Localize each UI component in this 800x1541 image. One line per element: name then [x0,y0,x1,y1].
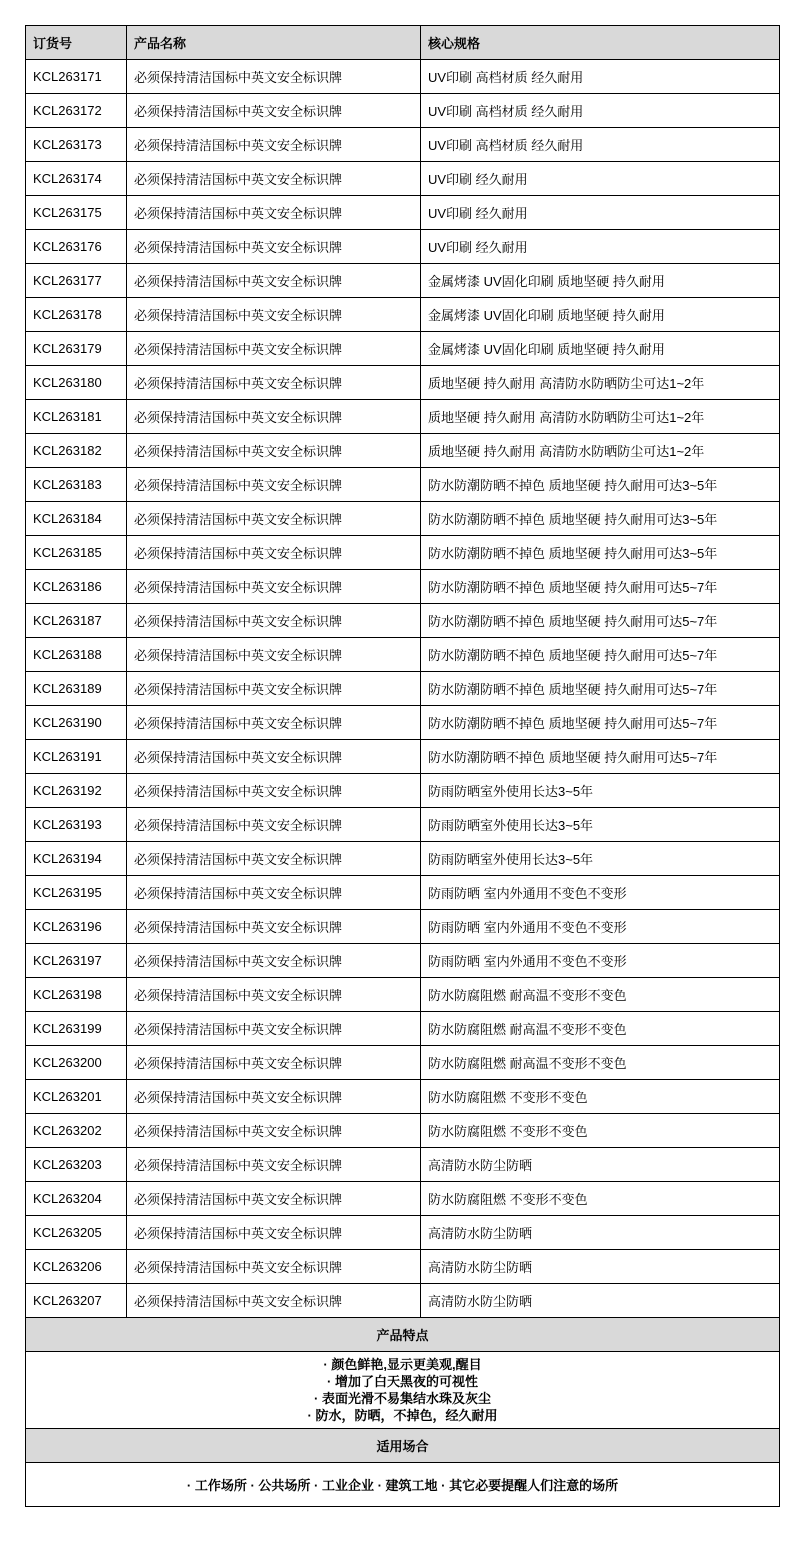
product-name-cell: 必须保持清洁国标中英文安全标识牌 [127,978,421,1012]
table-row [26,162,780,196]
core-spec-cell: 防水防潮防晒不掉色 质地坚硬 持久耐用可达5~7年 [421,638,780,672]
order-id-cell: KCL263177 [26,264,127,298]
col-header-product-name: 产品名称 [127,26,421,60]
table-header [26,26,780,60]
table-row [26,536,780,570]
order-id-cell: KCL263182 [26,434,127,468]
table-row [26,400,780,434]
core-spec-cell: UV印刷 经久耐用 [421,230,780,264]
core-spec-cell: UV印刷 高档材质 经久耐用 [421,94,780,128]
core-spec-cell: 防水防潮防晒不掉色 质地坚硬 持久耐用可达3~5年 [421,536,780,570]
table-row [26,604,780,638]
table-row [26,808,780,842]
order-id-cell: KCL263201 [26,1080,127,1114]
order-id-cell: KCL263199 [26,1012,127,1046]
core-spec-cell: 防水防潮防晒不掉色 质地坚硬 持久耐用可达5~7年 [421,672,780,706]
col-header-order-id: 订货号 [26,26,127,60]
table-row [26,1250,780,1284]
product-name-cell: 必须保持清洁国标中英文安全标识牌 [127,298,421,332]
features-content [26,1352,780,1429]
order-id-cell: KCL263202 [26,1114,127,1148]
table-row [26,1148,780,1182]
order-id-cell: KCL263203 [26,1148,127,1182]
table-row [26,1012,780,1046]
core-spec-cell: 金属烤漆 UV固化印刷 质地坚硬 持久耐用 [421,264,780,298]
product-name-cell: 必须保持清洁国标中英文安全标识牌 [127,1114,421,1148]
order-id-cell: KCL263186 [26,570,127,604]
table-row [26,570,780,604]
product-name-cell: 必须保持清洁国标中英文安全标识牌 [127,1216,421,1250]
order-id-cell: KCL263184 [26,502,127,536]
core-spec-cell: UV印刷 高档材质 经久耐用 [421,60,780,94]
table-row [26,1182,780,1216]
product-name-cell: 必须保持清洁国标中英文安全标识牌 [127,604,421,638]
core-spec-cell: UV印刷 高档材质 经久耐用 [421,128,780,162]
table-row [26,468,780,502]
product-name-cell: 必须保持清洁国标中英文安全标识牌 [127,468,421,502]
table-row [26,1046,780,1080]
table-row [26,264,780,298]
table-row [26,94,780,128]
product-name-cell: 必须保持清洁国标中英文安全标识牌 [127,944,421,978]
product-name-cell: 必须保持清洁国标中英文安全标识牌 [127,536,421,570]
table-row [26,366,780,400]
order-id-cell: KCL263188 [26,638,127,672]
occasions-title: 适用场合 [26,1429,780,1463]
occasions-content: · 工作场所 · 公共场所 · 工业企业 · 建筑工地 · 其它必要提醒人们注意的场所 [26,1463,780,1507]
core-spec-cell: 高清防水防尘防晒 [421,1216,780,1250]
feature-item: · 增加了白天黑夜的可视性 [327,1374,478,1389]
table-row [26,978,780,1012]
core-spec-cell: 高清防水防尘防晒 [421,1250,780,1284]
product-name-cell: 必须保持清洁国标中英文安全标识牌 [127,366,421,400]
order-id-cell: KCL263207 [26,1284,127,1318]
table-row [26,128,780,162]
core-spec-cell: 防水防腐阻燃 不变形不变色 [421,1182,780,1216]
core-spec-cell: 金属烤漆 UV固化印刷 质地坚硬 持久耐用 [421,298,780,332]
table-row [26,1216,780,1250]
order-id-cell: KCL263176 [26,230,127,264]
table-row [26,1114,780,1148]
product-name-cell: 必须保持清洁国标中英文安全标识牌 [127,672,421,706]
core-spec-cell: 质地坚硬 持久耐用 高清防水防晒防尘可达1~2年 [421,366,780,400]
feature-item: · 颜色鲜艳,显示更美观,醒目 [323,1357,482,1372]
core-spec-cell: 防水防腐阻燃 不变形不变色 [421,1114,780,1148]
col-header-core-spec: 核心规格 [421,26,780,60]
order-id-cell: KCL263200 [26,1046,127,1080]
product-name-cell: 必须保持清洁国标中英文安全标识牌 [127,434,421,468]
product-name-cell: 必须保持清洁国标中英文安全标识牌 [127,128,421,162]
product-name-cell: 必须保持清洁国标中英文安全标识牌 [127,230,421,264]
order-id-cell: KCL263181 [26,400,127,434]
order-id-cell: KCL263175 [26,196,127,230]
core-spec-cell: 防雨防晒室外使用长达3~5年 [421,842,780,876]
order-id-cell: KCL263195 [26,876,127,910]
order-id-cell: KCL263191 [26,740,127,774]
table-row [26,230,780,264]
order-id-cell: KCL263205 [26,1216,127,1250]
order-id-cell: KCL263196 [26,910,127,944]
core-spec-cell: 质地坚硬 持久耐用 高清防水防晒防尘可达1~2年 [421,400,780,434]
occasions-header-row [26,1429,780,1463]
core-spec-cell: 防水防潮防晒不掉色 质地坚硬 持久耐用可达5~7年 [421,740,780,774]
table-row [26,196,780,230]
product-name-cell: 必须保持清洁国标中英文安全标识牌 [127,740,421,774]
product-name-cell: 必须保持清洁国标中英文安全标识牌 [127,1148,421,1182]
product-name-cell: 必须保持清洁国标中英文安全标识牌 [127,1012,421,1046]
core-spec-cell: 防水防腐阻燃 不变形不变色 [421,1080,780,1114]
table-row [26,332,780,366]
core-spec-cell: 防水防潮防晒不掉色 质地坚硬 持久耐用可达3~5年 [421,468,780,502]
core-spec-cell: 防雨防晒室外使用长达3~5年 [421,808,780,842]
order-id-cell: KCL263185 [26,536,127,570]
product-name-cell: 必须保持清洁国标中英文安全标识牌 [127,1250,421,1284]
order-id-cell: KCL263173 [26,128,127,162]
order-id-cell: KCL263180 [26,366,127,400]
table-body [26,60,780,1318]
order-id-cell: KCL263189 [26,672,127,706]
table-row [26,910,780,944]
order-id-cell: KCL263204 [26,1182,127,1216]
product-name-cell: 必须保持清洁国标中英文安全标识牌 [127,332,421,366]
header-row [26,26,780,60]
core-spec-cell: UV印刷 经久耐用 [421,162,780,196]
product-spec-table [25,25,780,1507]
table-row [26,876,780,910]
order-id-cell: KCL263187 [26,604,127,638]
product-name-cell: 必须保持清洁国标中英文安全标识牌 [127,94,421,128]
order-id-cell: KCL263171 [26,60,127,94]
product-name-cell: 必须保持清洁国标中英文安全标识牌 [127,876,421,910]
table-row [26,298,780,332]
core-spec-cell: 防水防潮防晒不掉色 质地坚硬 持久耐用可达3~5年 [421,502,780,536]
product-name-cell: 必须保持清洁国标中英文安全标识牌 [127,638,421,672]
order-id-cell: KCL263197 [26,944,127,978]
product-name-cell: 必须保持清洁国标中英文安全标识牌 [127,1284,421,1318]
order-id-cell: KCL263172 [26,94,127,128]
core-spec-cell: 防水防腐阻燃 耐高温不变形不变色 [421,1012,780,1046]
table-row [26,1284,780,1318]
core-spec-cell: 防水防腐阻燃 耐高温不变形不变色 [421,1046,780,1080]
product-name-cell: 必须保持清洁国标中英文安全标识牌 [127,808,421,842]
product-name-cell: 必须保持清洁国标中英文安全标识牌 [127,1080,421,1114]
product-name-cell: 必须保持清洁国标中英文安全标识牌 [127,400,421,434]
occasions-body-row [26,1463,780,1507]
product-name-cell: 必须保持清洁国标中英文安全标识牌 [127,570,421,604]
core-spec-cell: 防雨防晒 室内外通用不变色不变形 [421,910,780,944]
core-spec-cell: 质地坚硬 持久耐用 高清防水防晒防尘可达1~2年 [421,434,780,468]
core-spec-cell: 高清防水防尘防晒 [421,1148,780,1182]
feature-item: · 防水，防晒，不掉色，经久耐用 [307,1408,498,1423]
table-row [26,434,780,468]
order-id-cell: KCL263179 [26,332,127,366]
table-row [26,502,780,536]
product-name-cell: 必须保持清洁国标中英文安全标识牌 [127,1182,421,1216]
table-row [26,672,780,706]
table-row [26,774,780,808]
product-name-cell: 必须保持清洁国标中英文安全标识牌 [127,60,421,94]
features-title: 产品特点 [26,1318,780,1352]
feature-item: · 表面光滑不易集结水珠及灰尘 [314,1391,491,1406]
table-row [26,60,780,94]
product-name-cell: 必须保持清洁国标中英文安全标识牌 [127,706,421,740]
core-spec-cell: 金属烤漆 UV固化印刷 质地坚硬 持久耐用 [421,332,780,366]
table-row [26,740,780,774]
product-name-cell: 必须保持清洁国标中英文安全标识牌 [127,162,421,196]
order-id-cell: KCL263174 [26,162,127,196]
core-spec-cell: 防雨防晒 室内外通用不变色不变形 [421,876,780,910]
product-name-cell: 必须保持清洁国标中英文安全标识牌 [127,264,421,298]
features-body-row [26,1352,780,1429]
order-id-cell: KCL263206 [26,1250,127,1284]
core-spec-cell: 防水防腐阻燃 耐高温不变形不变色 [421,978,780,1012]
table-row [26,706,780,740]
product-name-cell: 必须保持清洁国标中英文安全标识牌 [127,910,421,944]
core-spec-cell: 防雨防晒 室内外通用不变色不变形 [421,944,780,978]
product-name-cell: 必须保持清洁国标中英文安全标识牌 [127,502,421,536]
product-name-cell: 必须保持清洁国标中英文安全标识牌 [127,196,421,230]
order-id-cell: KCL263193 [26,808,127,842]
table-row [26,944,780,978]
core-spec-cell: 防水防潮防晒不掉色 质地坚硬 持久耐用可达5~7年 [421,604,780,638]
core-spec-cell: 高清防水防尘防晒 [421,1284,780,1318]
product-name-cell: 必须保持清洁国标中英文安全标识牌 [127,1046,421,1080]
product-name-cell: 必须保持清洁国标中英文安全标识牌 [127,774,421,808]
table-row [26,1080,780,1114]
core-spec-cell: 防水防潮防晒不掉色 质地坚硬 持久耐用可达5~7年 [421,706,780,740]
order-id-cell: KCL263183 [26,468,127,502]
order-id-cell: KCL263198 [26,978,127,1012]
table-row [26,638,780,672]
table-sections [26,1318,780,1507]
order-id-cell: KCL263190 [26,706,127,740]
order-id-cell: KCL263194 [26,842,127,876]
core-spec-cell: 防水防潮防晒不掉色 质地坚硬 持久耐用可达5~7年 [421,570,780,604]
table-row [26,842,780,876]
order-id-cell: KCL263178 [26,298,127,332]
core-spec-cell: UV印刷 经久耐用 [421,196,780,230]
core-spec-cell: 防雨防晒室外使用长达3~5年 [421,774,780,808]
order-id-cell: KCL263192 [26,774,127,808]
product-name-cell: 必须保持清洁国标中英文安全标识牌 [127,842,421,876]
features-header-row [26,1318,780,1352]
